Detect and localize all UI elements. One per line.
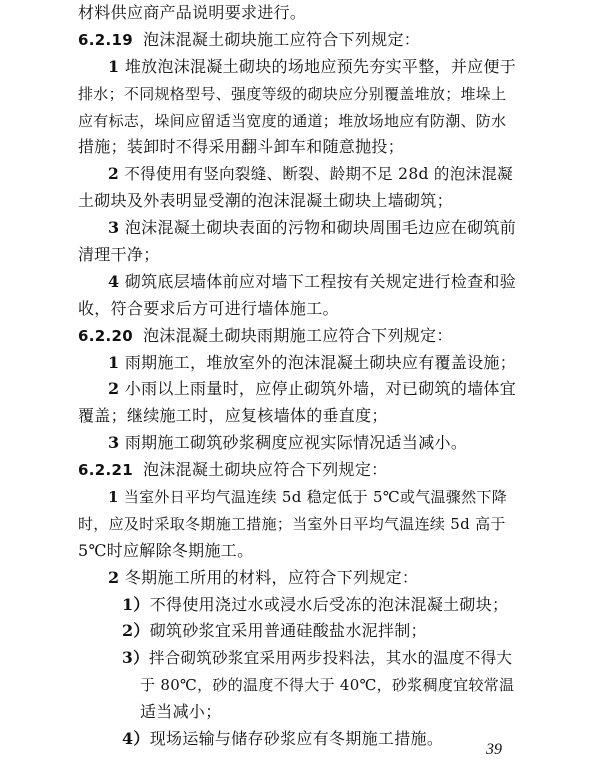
text-line: 2 冬期施工所用的材料，应符合下列规定：	[108, 568, 419, 587]
clause-number: 6.2.20	[78, 327, 133, 345]
text-line: 3 泡沫混凝土砌块表面的污物和砌块周围毛边应在砌筑前	[108, 218, 517, 237]
item-number: 2	[108, 379, 120, 398]
item-number: 2	[108, 164, 120, 183]
text-line: 排水；不同规格型号、强度等级的砌块应分别覆盖堆放；堆垛上	[78, 85, 507, 103]
item-number: 4	[108, 272, 120, 291]
sub-item-number: 1）	[122, 595, 150, 614]
text-line: 时，应及时采取冬期施工措施；当室外日平均气温连续 5d 高于	[78, 515, 506, 533]
clause-number: 6.2.19	[78, 31, 133, 49]
text-line: 1 雨期施工，堆放室外的泡沫混凝土砌块应有覆盖设施；	[108, 353, 517, 372]
text-line: 措施；装卸时不得采用翻斗卸车和随意抛投；	[78, 137, 405, 156]
sub-item-line: 3）拌合砌筑砂浆宜采用两步投料法，其水的温度不得大	[122, 648, 513, 667]
text-line: 清理干净；	[78, 245, 160, 264]
sub-item-line: 1）不得使用浇过水或浸水后受冻的泡沫混凝土砌块；	[122, 595, 509, 614]
sub-item-number: 3）	[122, 648, 149, 667]
item-number: 2	[108, 568, 120, 587]
text-line: 5℃时应解除冬期施工。	[78, 541, 254, 560]
clause-heading-6-2-19: 6.2.19 泡沫混凝土砌块施工应符合下列规定：	[78, 30, 421, 49]
text-line: 应有标志，垛间应留适当宽度的通道；堆放场地应有防潮、防水	[78, 112, 507, 130]
text-line: 1 堆放泡沫混凝土砌块的场地应预先夯实平整，并应便于	[108, 57, 517, 76]
text-line: 3 雨期施工砌筑砂浆稠度应视实际情况适当减小。	[108, 433, 468, 452]
sub-item-line: 适当减小；	[140, 702, 222, 721]
text-line: 2 不得使用有竖向裂缝、断裂、龄期不足 28d 的泡沫混凝	[108, 164, 513, 183]
item-number: 1	[108, 488, 119, 506]
text-line: 4 砌筑底层墙体前应对墙下工程按有关规定进行检查和验	[108, 272, 517, 291]
clause-heading-6-2-20: 6.2.20 泡沫混凝土砌块雨期施工应符合下列规定：	[78, 326, 453, 345]
sub-item-number: 2）	[122, 621, 150, 640]
sub-item-line: 4）现场运输与储存砂浆应有冬期施工措施。	[122, 729, 444, 748]
item-number: 1	[108, 353, 120, 372]
text-line: 收，符合要求后方可进行墙体施工。	[78, 299, 339, 318]
sub-item-line: 2）砌筑砂浆宜采用普通硅酸盐水泥拌制；	[122, 621, 427, 640]
text-line: 材料供应商产品说明要求进行。	[78, 3, 307, 22]
text-line: 覆盖；继续施工时，应复核墙体的垂直度；	[78, 406, 388, 425]
item-number: 3	[108, 218, 120, 237]
item-number: 3	[108, 433, 120, 452]
clause-heading-6-2-21: 6.2.21 泡沫混凝土砌块应符合下列规定：	[78, 460, 388, 479]
sub-item-line: 于 80℃，砂的温度不得大于 40℃，砂浆稠度宜较常温	[140, 676, 515, 694]
item-number: 1	[108, 57, 120, 76]
text-line: 2 小雨以上雨量时，应停止砌筑外墙，对已砌筑的墙体宜	[108, 379, 517, 398]
page-number: 39	[486, 741, 502, 758]
text-line: 土砌块及外表明显受潮的泡沫混凝土砌块上墙砌筑；	[78, 191, 453, 210]
clause-number: 6.2.21	[78, 461, 133, 479]
text-line: 1 当室外日平均气温连续 5d 稳定低于 5℃或气温骤然下降	[108, 488, 508, 506]
